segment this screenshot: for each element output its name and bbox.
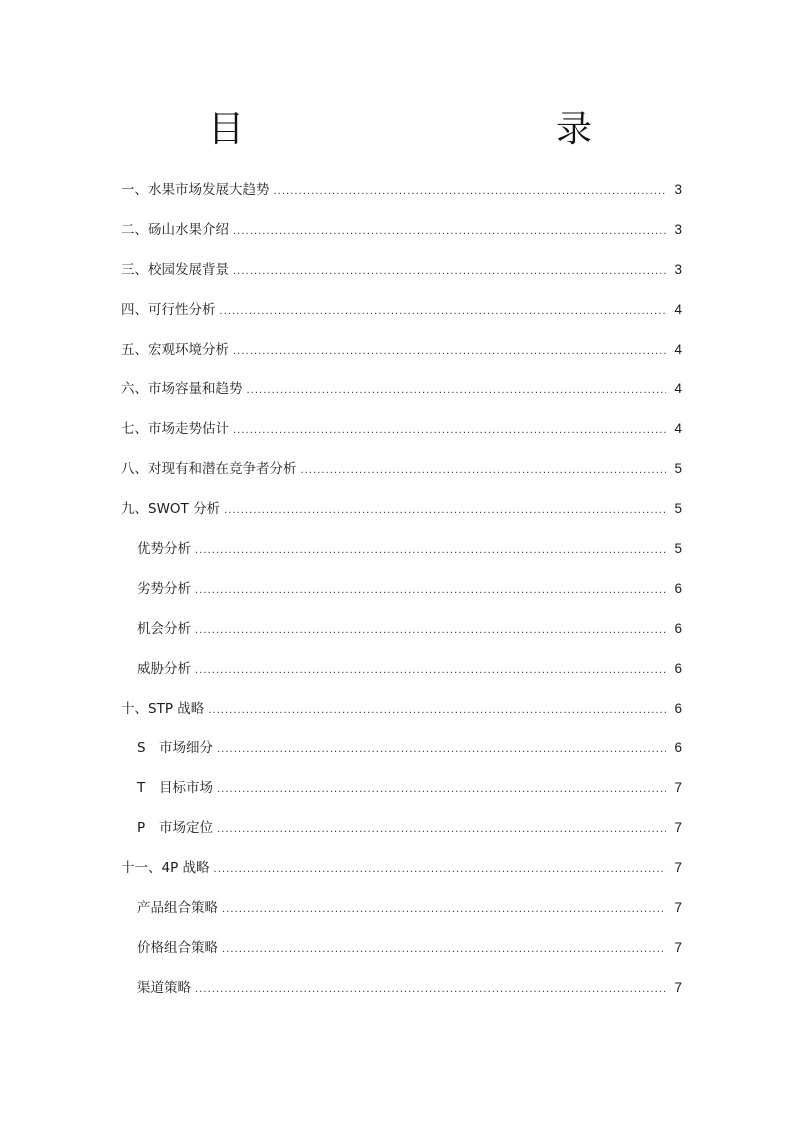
toc-page-number: 4 [674, 301, 682, 317]
toc-entry[interactable] [121, 649, 682, 689]
toc-entry-text: 五、宏观环境分析 [121, 341, 229, 358]
toc-entry-text: 市场定位 [159, 820, 213, 837]
table-of-contents [121, 170, 682, 1008]
toc-dot-leader [217, 770, 666, 810]
toc-entry-text: 三、校园发展背景 [121, 261, 229, 278]
toc-entry-label [121, 251, 229, 291]
page-title [0, 108, 800, 152]
toc-entry[interactable] [121, 728, 682, 768]
toc-page-number: 4 [674, 381, 682, 397]
toc-dot-leader [247, 371, 667, 411]
toc-entry-label [121, 690, 204, 730]
toc-entry[interactable] [121, 170, 682, 210]
toc-entry[interactable] [121, 689, 682, 729]
toc-entry-label [121, 331, 229, 371]
toc-page-number: 6 [674, 580, 682, 596]
toc-page-number: 7 [674, 820, 682, 836]
toc-dot-leader [233, 411, 666, 451]
toc-entry-text: 渠道策略 [137, 979, 191, 996]
toc-entry-text: 四、可行性分析 [121, 301, 216, 318]
toc-entry-text: 市场细分 [159, 740, 213, 757]
toc-entry-label [137, 769, 213, 809]
toc-entry[interactable] [121, 250, 682, 290]
toc-page-number: 6 [674, 700, 682, 716]
toc-entry-label [121, 490, 220, 530]
page-title-text: 目 录 [207, 109, 672, 150]
toc-page-number: 5 [674, 461, 682, 477]
toc-page-number: 4 [674, 421, 682, 437]
toc-page-number: 7 [674, 860, 682, 876]
toc-entry-text: 十、STP 战略 [121, 700, 205, 717]
toc-entry[interactable] [121, 489, 682, 529]
toc-dot-leader [274, 172, 667, 212]
toc-dot-leader [222, 890, 666, 930]
toc-entry-label [137, 610, 191, 650]
toc-entry-label [137, 570, 191, 610]
toc-entry-label [121, 211, 229, 251]
toc-entry-text: 机会分析 [137, 620, 191, 637]
toc-page-number: 6 [674, 660, 682, 676]
toc-page-number: 6 [674, 740, 682, 756]
toc-entry-text: 一、水果市场发展大趋势 [121, 182, 270, 198]
toc-page-number: 7 [674, 979, 682, 995]
toc-page-number: 3 [674, 221, 682, 237]
toc-entry-label [137, 729, 213, 769]
toc-entry[interactable] [121, 609, 682, 649]
toc-page-number: 7 [674, 780, 682, 796]
toc-entry[interactable] [121, 529, 682, 569]
toc-entry-label [137, 889, 218, 929]
toc-entry-text: 价格组合策略 [137, 939, 218, 956]
toc-dot-leader [222, 930, 666, 970]
toc-dot-leader [195, 571, 666, 611]
toc-entry-label [137, 530, 191, 570]
toc-dot-leader [224, 491, 666, 531]
toc-entry-label [121, 370, 243, 410]
toc-entry-label [121, 450, 297, 490]
toc-dot-leader [195, 970, 666, 1010]
toc-dot-leader [233, 252, 666, 292]
toc-dot-leader [301, 451, 667, 491]
toc-dot-leader [217, 730, 666, 770]
toc-entry-label [121, 291, 216, 331]
toc-entry[interactable] [121, 210, 682, 250]
toc-entry-text: 六、市场容量和趋势 [121, 381, 243, 398]
toc-entry-label [137, 969, 191, 1009]
toc-page-number: 5 [674, 501, 682, 517]
toc-entry-text: 产品组合策略 [137, 900, 218, 917]
toc-entry-label [121, 849, 210, 889]
toc-entry[interactable] [121, 848, 682, 888]
toc-page-number: 3 [674, 261, 682, 277]
toc-entry-text: 十一、4P 战略 [121, 860, 210, 877]
toc-entry-text: 优势分析 [137, 541, 191, 558]
toc-entry[interactable] [121, 768, 682, 808]
toc-entry[interactable] [121, 928, 682, 968]
toc-entry-text: 二、砀山水果介绍 [121, 221, 229, 238]
toc-entry[interactable] [121, 888, 682, 928]
toc-dot-leader [195, 531, 666, 571]
toc-entry-label [137, 929, 218, 969]
toc-page-number: 4 [674, 341, 682, 357]
toc-entry-text: 七、市场走势估计 [121, 421, 229, 438]
toc-page-number: 5 [674, 541, 682, 557]
toc-entry-text: 八、对现有和潜在竞争者分析 [121, 461, 297, 478]
toc-dot-leader [220, 292, 667, 332]
toc-entry-label [121, 171, 270, 211]
toc-dot-leader [195, 611, 666, 651]
toc-entry[interactable] [121, 409, 682, 449]
toc-entry-text: 威胁分析 [137, 660, 191, 677]
toc-entry-label [137, 650, 191, 690]
toc-page-number: 3 [674, 182, 682, 197]
toc-dot-leader [233, 332, 666, 372]
toc-entry-prefix: T [137, 780, 146, 797]
toc-entry[interactable] [121, 569, 682, 609]
toc-dot-leader [233, 212, 666, 252]
toc-entry[interactable] [121, 330, 682, 370]
toc-entry-text: 九、SWOT 分析 [121, 501, 221, 518]
toc-dot-leader [208, 691, 666, 731]
toc-entry[interactable] [121, 290, 682, 330]
toc-page-number: 7 [674, 939, 682, 955]
toc-entry[interactable] [121, 369, 682, 409]
toc-dot-leader [217, 810, 666, 850]
toc-entry[interactable] [121, 968, 682, 1008]
toc-entry-text: 劣势分析 [137, 580, 191, 597]
toc-entry-text: 目标市场 [159, 780, 213, 797]
toc-page-number: 7 [674, 900, 682, 916]
toc-page-number: 6 [674, 620, 682, 636]
toc-dot-leader [195, 651, 666, 691]
toc-entry-prefix: S [137, 740, 146, 757]
toc-entry-label [137, 809, 213, 849]
toc-entry[interactable] [121, 449, 682, 489]
toc-entry[interactable] [121, 808, 682, 848]
toc-entry-label [121, 410, 229, 450]
toc-dot-leader [214, 850, 666, 890]
toc-entry-prefix: P [137, 820, 146, 837]
